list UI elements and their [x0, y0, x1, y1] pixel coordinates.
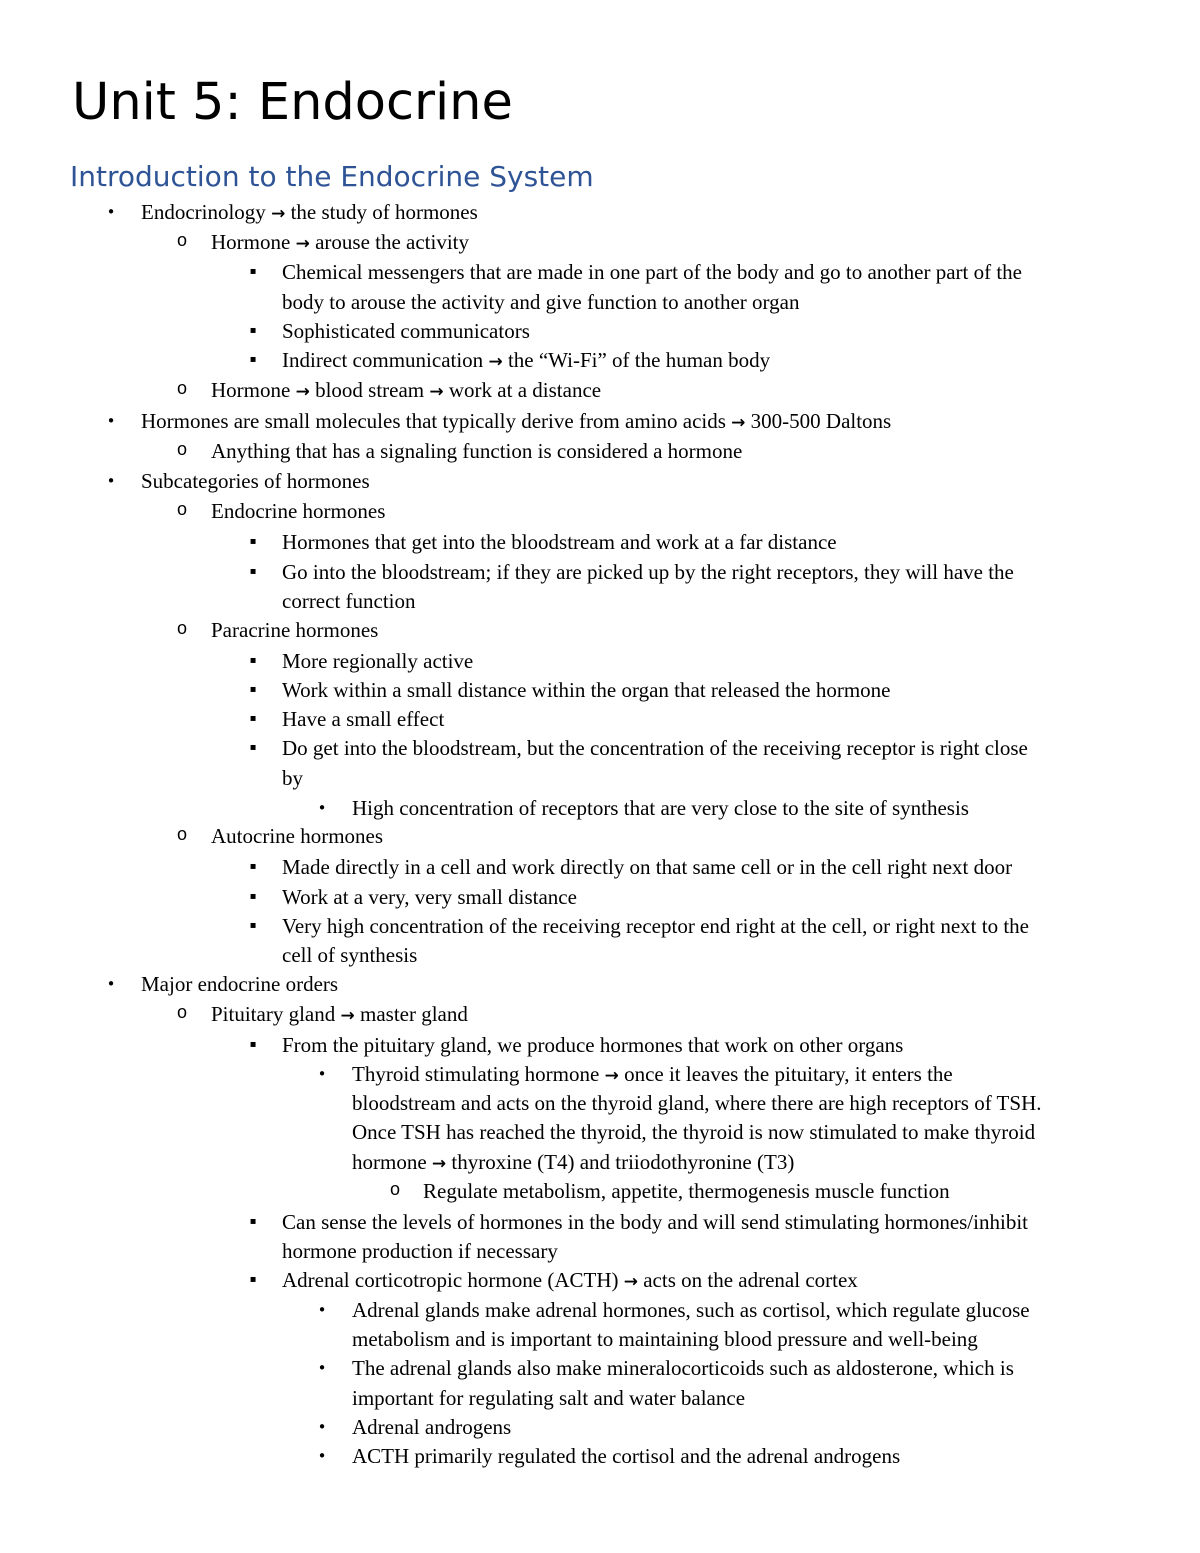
list-item-text — [211, 496, 385, 526]
text-segment: arouse the activity — [315, 230, 470, 254]
section-heading: Introduction to the Endocrine System — [70, 160, 594, 193]
list-item-text — [211, 227, 469, 257]
list-item-text — [282, 1236, 558, 1266]
list-item-text — [211, 999, 468, 1029]
list-item — [0, 197, 1200, 227]
list-item-text — [282, 646, 473, 676]
text-segment: body to arouse the activity and give function to another organ — [282, 290, 800, 314]
list-item — [0, 1324, 1200, 1354]
list-item-text — [282, 287, 799, 317]
text-segment: Major endocrine orders — [141, 972, 339, 996]
arrow-right-icon: → — [340, 1006, 355, 1026]
bullet-disc-icon: • — [106, 975, 116, 993]
list-item — [0, 586, 1200, 616]
list-item — [0, 763, 1200, 793]
text-segment: Adrenal glands make adrenal hormones, such as cortisol, which regulate glucose — [352, 1298, 1030, 1322]
list-item — [0, 375, 1200, 405]
list-item — [0, 882, 1200, 912]
list-item — [0, 1030, 1200, 1060]
arrow-right-icon: → — [604, 1066, 619, 1086]
bullet-square-icon: ▪ — [249, 891, 257, 902]
list-item — [0, 793, 1200, 823]
text-segment: Adrenal corticotropic hormone (ACTH) — [282, 1268, 619, 1292]
text-segment: important for regulating salt and water balance — [352, 1386, 746, 1410]
list-item — [0, 436, 1200, 466]
list-item — [0, 969, 1200, 999]
list-item-text — [211, 821, 383, 851]
list-item-text — [352, 793, 969, 823]
text-segment: Once TSH has reached the thyroid, the thyroid is now stimulated to make thyroid — [352, 1120, 1036, 1144]
text-segment: Anything that has a signaling function is considered a hormone — [211, 439, 743, 463]
text-segment: More regionally active — [282, 649, 474, 673]
list-item — [0, 1353, 1200, 1383]
arrow-right-icon: → — [488, 352, 503, 372]
list-item — [0, 999, 1200, 1029]
text-segment: the “Wi-Fi” of the human body — [507, 348, 771, 372]
bullet-square-icon: ▪ — [249, 1039, 257, 1050]
list-item-text — [141, 406, 891, 436]
text-segment: Paracrine hormones — [211, 618, 379, 642]
list-item — [0, 1441, 1200, 1471]
bullet-square-icon: ▪ — [249, 354, 257, 365]
text-segment: Hormones are small molecules that typically derive from amino acids — [141, 409, 726, 433]
text-segment: acts on the adrenal cortex — [643, 1268, 858, 1292]
list-item-text — [282, 1030, 903, 1060]
text-segment: Endocrine hormones — [211, 499, 386, 523]
bullet-disc-icon: • — [106, 472, 116, 490]
text-segment: Subcategories of hormones — [141, 469, 370, 493]
bullet-circle-icon: o — [176, 441, 188, 461]
list-item — [0, 557, 1200, 587]
list-item-text — [282, 257, 1022, 287]
text-segment: Made directly in a cell and work directly on that same cell or in the cell right next door — [282, 855, 1013, 879]
list-item — [0, 1059, 1200, 1089]
text-segment: 300-500 Daltons — [750, 409, 892, 433]
list-item-text — [282, 940, 417, 970]
text-segment: cell of synthesis — [282, 943, 418, 967]
list-item — [0, 1207, 1200, 1237]
text-segment: Thyroid stimulating hormone — [352, 1062, 600, 1086]
bullet-square-icon: ▪ — [249, 1274, 257, 1285]
list-item-text — [282, 704, 444, 734]
page-title: Unit 5: Endocrine — [72, 73, 513, 132]
list-item-text — [352, 1383, 745, 1413]
list-item-text — [141, 466, 370, 496]
text-segment: Pituitary gland — [211, 1002, 336, 1026]
text-segment: Do get into the bloodstream, but the concentration of the receiving receptor is right close — [282, 736, 1028, 760]
text-segment: Hormone — [211, 378, 291, 402]
text-segment: Regulate metabolism, appetite, thermogenesis muscle function — [423, 1179, 950, 1203]
bullet-circle-icon: o — [176, 620, 188, 640]
list-item — [0, 940, 1200, 970]
list-item-text — [282, 882, 577, 912]
list-item-text — [352, 1412, 511, 1442]
list-item — [0, 1265, 1200, 1295]
text-segment: Adrenal androgens — [352, 1415, 512, 1439]
bullet-square-icon: ▪ — [249, 566, 257, 577]
bullet-circle-icon: o — [176, 232, 188, 252]
list-item-text — [423, 1176, 950, 1206]
list-item-text — [282, 316, 530, 346]
arrow-right-icon: → — [295, 234, 310, 254]
list-item-text — [282, 345, 770, 375]
bullet-square-icon: ▪ — [249, 1216, 257, 1227]
bullet-circle-icon: o — [389, 1181, 401, 1201]
bullet-circle-icon: o — [176, 1004, 188, 1024]
list-item-text — [282, 763, 303, 793]
bullet-disc-icon: • — [106, 203, 116, 221]
bullet-square-icon: ▪ — [249, 861, 257, 872]
list-item — [0, 1236, 1200, 1266]
list-item — [0, 287, 1200, 317]
list-item — [0, 1176, 1200, 1206]
text-segment: Have a small effect — [282, 707, 445, 731]
bullet-square-icon: ▪ — [249, 684, 257, 695]
text-segment: correct function — [282, 589, 416, 613]
list-item — [0, 821, 1200, 851]
list-item-text — [282, 527, 837, 557]
list-item — [0, 257, 1200, 287]
text-segment: Very high concentration of the receiving receptor end right at the cell, or right next to the — [282, 914, 1029, 938]
list-item — [0, 527, 1200, 557]
bullet-disc-icon: • — [317, 1301, 327, 1319]
text-segment: work at a distance — [448, 378, 602, 402]
list-item-text — [352, 1295, 1030, 1325]
text-segment: Chemical messengers that are made in one part of the body and go to another part of the — [282, 260, 1023, 284]
bullet-disc-icon: • — [317, 1447, 327, 1465]
text-segment: High concentration of receptors that are very close to the site of synthesis — [352, 796, 969, 820]
bullet-square-icon: ▪ — [249, 713, 257, 724]
list-item-text — [352, 1324, 978, 1354]
text-segment: Go into the bloodstream; if they are picked up by the right receptors, they will have the — [282, 560, 1014, 584]
list-item-text — [352, 1353, 1014, 1383]
text-segment: The adrenal glands also make mineralocorticoids such as aldosterone, which is — [352, 1356, 1014, 1380]
list-item — [0, 1147, 1200, 1177]
bullet-square-icon: ▪ — [249, 266, 257, 277]
text-segment: by — [282, 766, 303, 790]
text-segment: Work at a very, very small distance — [282, 885, 577, 909]
text-segment: Endocrinology — [141, 200, 266, 224]
list-item — [0, 615, 1200, 645]
text-segment: Sophisticated communicators — [282, 319, 530, 343]
list-item-text — [352, 1088, 1041, 1118]
bullet-square-icon: ▪ — [249, 536, 257, 547]
bullet-square-icon: ▪ — [249, 742, 257, 753]
list-item — [0, 466, 1200, 496]
bullet-disc-icon: • — [317, 1359, 327, 1377]
bullet-disc-icon: • — [106, 412, 116, 430]
arrow-right-icon: → — [429, 382, 444, 402]
list-item-text — [211, 615, 378, 645]
bullet-circle-icon: o — [176, 380, 188, 400]
bullet-circle-icon: o — [176, 501, 188, 521]
arrow-right-icon: → — [271, 204, 286, 224]
list-item — [0, 704, 1200, 734]
list-item — [0, 646, 1200, 676]
text-segment: hormone production if necessary — [282, 1239, 558, 1263]
text-segment: hormone — [352, 1150, 427, 1174]
text-segment: thyroxine (T4) and triiodothyronine (T3) — [451, 1150, 795, 1174]
list-item — [0, 345, 1200, 375]
text-segment: the study of hormones — [290, 200, 478, 224]
list-item-text — [352, 1441, 900, 1471]
bullet-disc-icon: • — [317, 1065, 327, 1083]
list-item-text — [282, 557, 1014, 587]
arrow-right-icon: → — [295, 382, 310, 402]
list-item — [0, 1383, 1200, 1413]
bullet-disc-icon: • — [317, 799, 327, 817]
text-segment: ACTH primarily regulated the cortisol and the adrenal androgens — [352, 1444, 901, 1468]
text-segment: Indirect communication — [282, 348, 484, 372]
list-item — [0, 1412, 1200, 1442]
text-segment: bloodstream and acts on the thyroid gland, where there are high receptors of TSH. — [352, 1091, 1042, 1115]
list-item-text — [282, 911, 1029, 941]
list-item-text — [282, 586, 416, 616]
list-item — [0, 733, 1200, 763]
list-item — [0, 1088, 1200, 1118]
list-item — [0, 1117, 1200, 1147]
list-item-text — [352, 1059, 953, 1089]
bullet-circle-icon: o — [176, 826, 188, 846]
list-item-text — [352, 1117, 1035, 1147]
list-item-text — [352, 1147, 794, 1177]
text-segment: Autocrine hormones — [211, 824, 384, 848]
list-item-text — [282, 675, 891, 705]
text-segment: Can sense the levels of hormones in the body and will send stimulating hormones/inhibit — [282, 1210, 1028, 1234]
list-item-text — [282, 1265, 858, 1295]
list-item-text — [141, 969, 338, 999]
list-item-text — [211, 375, 601, 405]
arrow-right-icon: → — [731, 413, 746, 433]
text-segment: blood stream — [315, 378, 425, 402]
text-segment: From the pituitary gland, we produce hormones that work on other organs — [282, 1033, 904, 1057]
arrow-right-icon: → — [623, 1272, 638, 1292]
list-item-text — [211, 436, 742, 466]
list-item-text — [282, 1207, 1028, 1237]
text-segment: master gland — [360, 1002, 468, 1026]
list-item-text — [282, 852, 1012, 882]
list-item — [0, 911, 1200, 941]
bullet-square-icon: ▪ — [249, 655, 257, 666]
text-segment: once it leaves the pituitary, it enters the — [624, 1062, 953, 1086]
list-item — [0, 406, 1200, 436]
list-item-text — [282, 733, 1028, 763]
arrow-right-icon: → — [431, 1154, 447, 1174]
text-segment: Hormones that get into the bloodstream and work at a far distance — [282, 530, 837, 554]
text-segment: Hormone — [211, 230, 291, 254]
list-item-text — [141, 197, 478, 227]
list-item — [0, 675, 1200, 705]
text-segment: Work within a small distance within the organ that released the hormone — [282, 678, 891, 702]
list-item — [0, 316, 1200, 346]
list-item — [0, 227, 1200, 257]
bullet-square-icon: ▪ — [249, 325, 257, 336]
list-item — [0, 496, 1200, 526]
list-item — [0, 852, 1200, 882]
list-item — [0, 1295, 1200, 1325]
text-segment: metabolism and is important to maintaining blood pressure and well-being — [352, 1327, 978, 1351]
bullet-square-icon: ▪ — [249, 920, 257, 931]
bullet-disc-icon: • — [317, 1418, 327, 1436]
